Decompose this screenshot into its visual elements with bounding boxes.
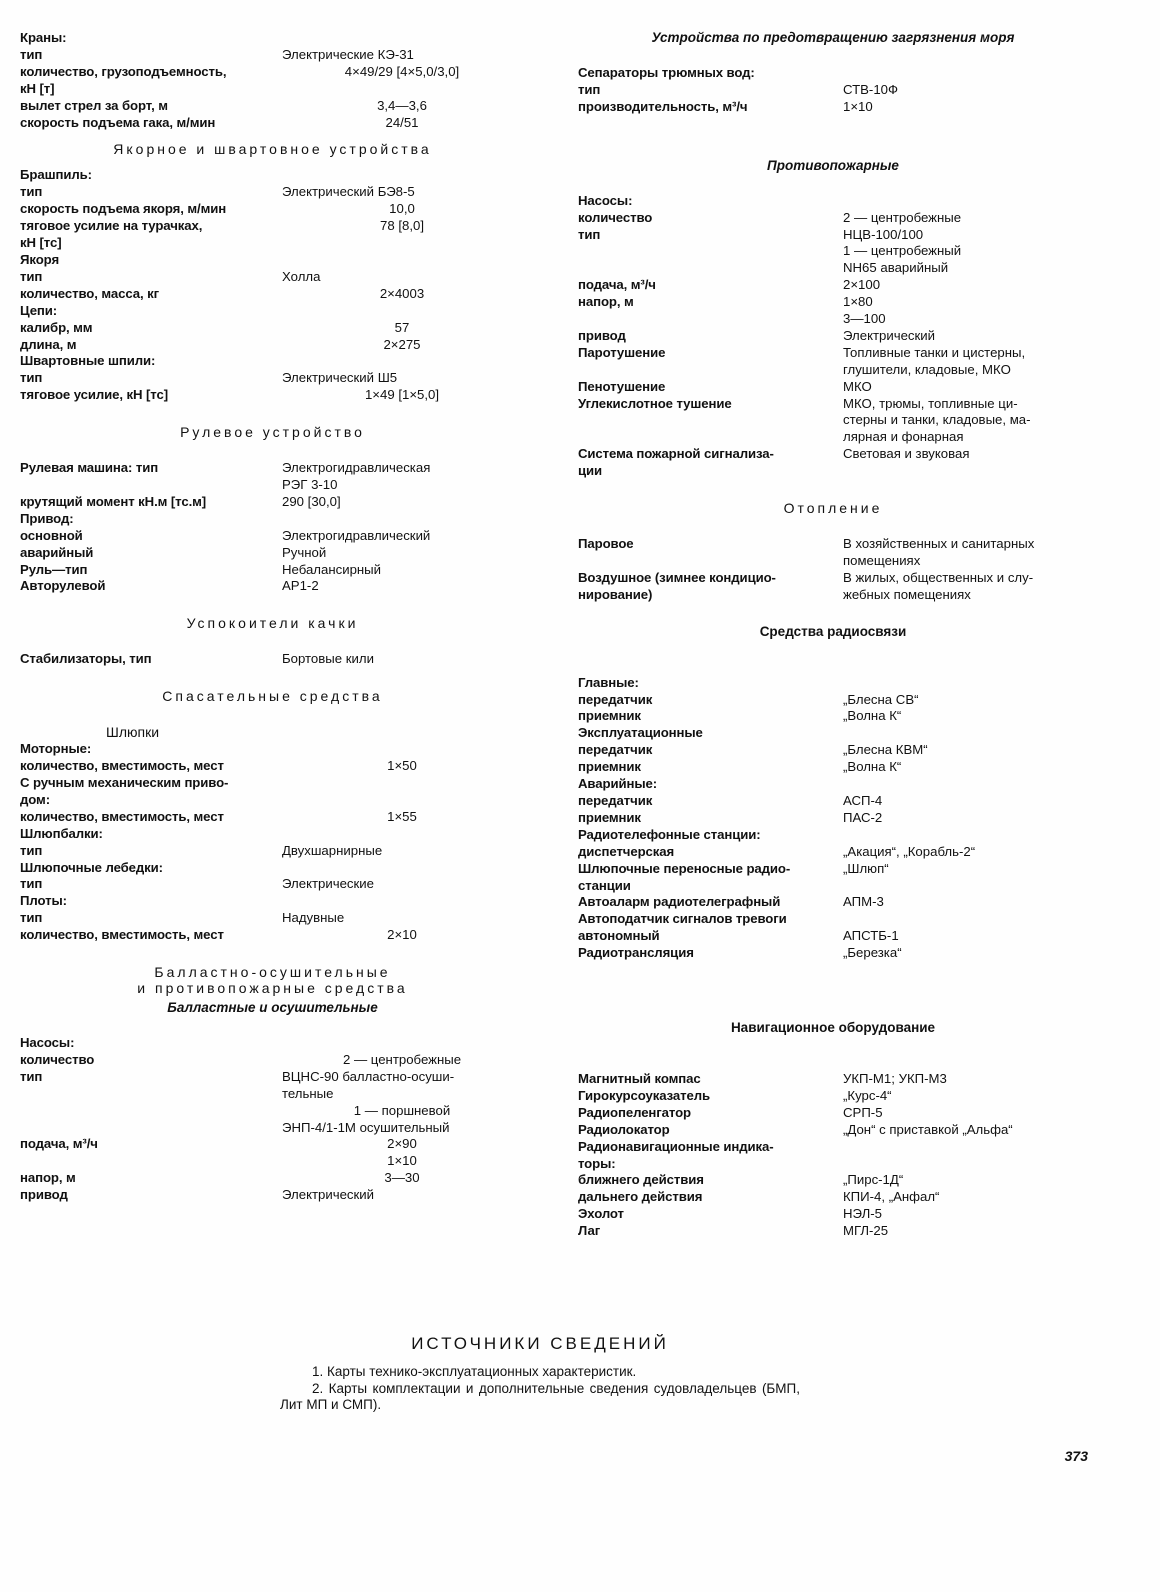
spec-label: напор, м: [20, 1170, 76, 1186]
spec-label: количество, масса, кг: [20, 285, 159, 301]
spec-label: тип: [20, 46, 43, 62]
spec-row: [20, 1103, 525, 1120]
source-item-1: 1. Карты технико-эксплуатационных характеристик.: [312, 1364, 637, 1379]
spec-label: Моторные:: [20, 741, 92, 757]
spec-value: Бортовые кили: [282, 651, 374, 667]
spec-label: Брашпиль:: [20, 167, 92, 183]
spec-label: Система пожарной сигнализа-: [578, 446, 774, 462]
spec-label: Сепараторы трюмных вод:: [578, 65, 755, 80]
spec-label: Автоаларм радиотелеграфный: [578, 894, 781, 910]
spec-label: Цепи:: [20, 302, 58, 318]
anchor-heading: Якорное и швартовное устройства: [113, 141, 432, 158]
spec-value: 290 [30,0]: [282, 493, 341, 509]
spec-row: [20, 545, 525, 562]
spec-row: [578, 396, 1088, 413]
spec-label: Радиотелефонные станции:: [578, 826, 761, 842]
right-column: [578, 30, 1088, 1240]
radio-heading: Средства радиосвязи: [759, 623, 907, 639]
spec-row: [20, 809, 525, 826]
spec-value: 1 — центробежный: [843, 243, 962, 259]
spec-row: [20, 528, 525, 545]
anchor-block: [20, 167, 525, 404]
spec-label: аварийный: [20, 544, 94, 560]
spec-value: АСП-4: [843, 792, 883, 808]
spec-label: количество, грузоподъемность,: [20, 63, 227, 79]
spec-row: [578, 692, 1088, 709]
spec-label: привод: [578, 327, 626, 343]
spec-value: 3,4—3,6: [377, 97, 427, 113]
spec-value: 1×55: [387, 808, 417, 824]
spec-row: [578, 1206, 1088, 1223]
fire-sub: Противопожарные: [767, 157, 899, 173]
spec-label: кН [т]: [20, 80, 55, 96]
spec-label: Радионавигационные индика-: [578, 1138, 774, 1154]
spec-row: [578, 675, 1088, 692]
spec-label: Стабилизаторы, тип: [20, 651, 152, 667]
spec-row: [20, 184, 525, 201]
spec-label: производительность, м³/ч: [578, 98, 748, 114]
spec-label: Шлюпбалки:: [20, 825, 103, 841]
ballast-heading-1: Балластно-осушительные: [154, 964, 391, 981]
spec-value: 2×90: [387, 1136, 417, 1152]
spec-value: 2 — центробежные: [342, 1051, 462, 1067]
spec-value: „Шлюп“: [843, 860, 889, 876]
spec-value: 1×10: [843, 98, 873, 114]
spec-row: [20, 792, 525, 809]
steering-block: [20, 460, 525, 595]
lifesaving-heading: Спасательные средства: [162, 688, 383, 705]
spec-label: Эксплуатационные: [578, 725, 703, 741]
spec-row: [578, 328, 1088, 345]
spec-row: [20, 235, 525, 252]
spec-value: „Дон“ с приставкой „Альфа“: [843, 1121, 1013, 1137]
spec-value: МГЛ-25: [843, 1223, 889, 1239]
spec-value: ПАС-2: [843, 809, 883, 825]
spec-value: „Волна К“: [843, 708, 902, 724]
roll-heading: Успокоители качки: [186, 615, 359, 632]
spec-value: „Блесна КВМ“: [843, 742, 928, 758]
spec-row: [20, 98, 525, 115]
spec-label: тип: [20, 1068, 43, 1084]
spec-row: [578, 776, 1088, 793]
spec-row: [578, 1223, 1088, 1240]
spec-value: 10,0: [389, 201, 415, 217]
spec-row: [20, 775, 525, 792]
spec-value: 3—100: [843, 311, 886, 327]
spec-row: [578, 1172, 1088, 1189]
spec-label: тип: [20, 370, 43, 386]
spec-value: 2×10: [387, 927, 417, 943]
fire-block: [578, 193, 1088, 480]
spec-row: [20, 494, 525, 511]
spec-value: „Акация“, „Корабль-2“: [843, 843, 976, 859]
spec-label: Радиопеленгатор: [578, 1104, 692, 1120]
spec-value: Электрический: [843, 327, 936, 343]
spec-label: подача, м³/ч: [578, 277, 656, 293]
spec-row: [20, 460, 525, 477]
spec-row: [578, 878, 1088, 895]
radio-block: [578, 675, 1088, 962]
steering-heading: Рулевое устройство: [180, 424, 365, 441]
spec-label: Паровое: [578, 536, 634, 552]
spec-row: [20, 252, 525, 269]
spec-label: передатчик: [578, 792, 653, 808]
spec-row: [578, 587, 1088, 604]
cranes-title: Краны:: [20, 30, 67, 45]
spec-label: тип: [20, 876, 43, 892]
spec-value: 1×80: [843, 294, 873, 310]
spec-value: КПИ-4, „Анфал“: [843, 1189, 940, 1205]
spec-row: [20, 201, 525, 218]
spec-value: жебных помещениях: [843, 586, 971, 602]
spec-label: Якоря: [20, 251, 60, 267]
spec-value: „Блесна СВ“: [843, 691, 919, 707]
spec-label: Авторулевой: [20, 578, 106, 594]
spec-row: [578, 911, 1088, 928]
spec-label: скорость подъема гака, м/мин: [20, 114, 216, 130]
heating-heading: Отопление: [783, 500, 883, 517]
spec-row: [578, 742, 1088, 759]
spec-label: тип: [20, 268, 43, 284]
spec-value: МКО: [843, 378, 872, 394]
spec-value: АПМ-3: [843, 894, 884, 910]
spec-label: тип: [20, 910, 43, 926]
spec-row: [20, 843, 525, 860]
spec-label: Гирокурсоуказатель: [578, 1087, 711, 1103]
spec-value: В хозяйственных и санитарных: [843, 536, 1035, 552]
spec-label: Насосы:: [578, 192, 633, 208]
spec-row: [20, 370, 525, 387]
spec-value: Электрический: [282, 1187, 375, 1203]
spec-value: 2×4003: [379, 285, 425, 301]
spec-label: тип: [578, 226, 601, 242]
spec-value: ЭНП-4/1-1М осушительный: [282, 1119, 450, 1135]
spec-label: Автоподатчик сигналов тревоги: [578, 911, 787, 927]
spec-label: Эхолот: [578, 1206, 624, 1222]
spec-value: Ручной: [282, 544, 327, 560]
spec-row: [578, 260, 1088, 277]
pollution-sub: Устройства по предотвращению загрязнения моря: [651, 30, 1015, 45]
spec-row: [20, 1136, 525, 1153]
spec-label: дом:: [20, 791, 50, 807]
spec-value: УКП-М1; УКП-М3: [843, 1071, 947, 1087]
lifesaving-sub: Шлюпки: [106, 724, 160, 741]
spec-row: [578, 345, 1088, 362]
spec-label: тип: [578, 81, 601, 97]
spec-value: „Курс-4“: [843, 1087, 892, 1103]
spec-row: [20, 741, 525, 758]
spec-row: [20, 511, 525, 528]
page-number: 373: [1064, 1448, 1088, 1464]
spec-value: 78 [8,0]: [380, 218, 424, 234]
spec-row: [20, 47, 525, 64]
spec-label: Шлюпочные переносные радио-: [578, 860, 791, 876]
left-column: [20, 30, 525, 1204]
spec-row: [20, 81, 525, 98]
spec-row: [578, 1105, 1088, 1122]
spec-value: Топливные танки и цистерны,: [843, 344, 1026, 360]
spec-value: АР1-2: [282, 578, 319, 594]
spec-label: Руль—тип: [20, 561, 88, 577]
spec-label: Углекислотное тушение: [578, 395, 732, 411]
spec-row: [20, 1170, 525, 1187]
nav-heading: Навигационное оборудование: [730, 1020, 936, 1036]
spec-row: [20, 1052, 525, 1069]
spec-row: [578, 759, 1088, 776]
spec-label: Пенотушение: [578, 378, 666, 394]
spec-value: МКО, трюмы, топливные ци-: [843, 395, 1018, 411]
heating-block: [578, 536, 1088, 604]
spec-row: [20, 893, 525, 910]
spec-label: нирование): [578, 586, 653, 602]
spec-value: 2×275: [383, 336, 421, 352]
spec-label: Рулевая машина: тип: [20, 460, 159, 476]
spec-value: 3—30: [384, 1170, 420, 1186]
spec-row: [578, 945, 1088, 962]
ballast-sub: Балластные и осушительные: [167, 1000, 378, 1016]
pollution-block: [578, 65, 1088, 116]
spec-row: [20, 1086, 525, 1103]
spec-row: [578, 810, 1088, 827]
spec-value: Электрогидравлический: [282, 527, 431, 543]
spec-row: [20, 1069, 525, 1086]
spec-label: приемник: [578, 708, 641, 724]
spec-row: [20, 910, 525, 927]
nav-block: [578, 1071, 1088, 1240]
spec-value: Надувные: [282, 910, 345, 926]
spec-label: Радиотрансляция: [578, 945, 694, 961]
spec-row: [578, 362, 1088, 379]
spec-value: АПСТБ-1: [843, 928, 899, 944]
spec-value: 2 — центробежные: [843, 209, 962, 225]
spec-row: [20, 167, 525, 184]
spec-row: [20, 218, 525, 235]
spec-value: 4×49/29 [4×5,0/3,0]: [344, 63, 460, 79]
spec-label: Магнитный компас: [578, 1071, 701, 1087]
spec-row: [20, 876, 525, 893]
spec-value: Электрические: [282, 876, 374, 892]
spec-label: ближнего действия: [578, 1172, 704, 1188]
spec-row: [578, 1122, 1088, 1139]
spec-value: Световая и звуковая: [843, 446, 970, 462]
spec-row: [20, 1187, 525, 1204]
spec-row: [578, 536, 1088, 553]
spec-row: [578, 227, 1088, 244]
spec-row: [578, 570, 1088, 587]
spec-row: [578, 1156, 1088, 1173]
spec-label: Аварийные:: [578, 776, 658, 792]
spec-label: количество, вместимость, мест: [20, 758, 224, 774]
spec-value: СТВ-10Ф: [843, 81, 899, 97]
spec-row: [20, 286, 525, 303]
spec-label: количество, вместимость, мест: [20, 927, 224, 943]
spec-label: Плоты:: [20, 893, 67, 909]
spec-label: автономный: [578, 928, 660, 944]
spec-label: Воздушное (зимнее кондицио-: [578, 569, 776, 585]
spec-value: 1×10: [387, 1153, 417, 1169]
spec-row: [578, 894, 1088, 911]
spec-value: НЦВ-100/100: [843, 226, 924, 242]
spec-value: 2×100: [843, 277, 881, 293]
spec-label: количество: [20, 1051, 95, 1067]
spec-value: 24/51: [385, 114, 419, 130]
spec-row: [20, 1035, 525, 1052]
spec-row: [578, 861, 1088, 878]
spec-row: [578, 708, 1088, 725]
spec-label: скорость подъема якоря, м/мин: [20, 201, 227, 217]
spec-value: лярная и фонарная: [843, 429, 964, 445]
spec-row: [578, 553, 1088, 570]
spec-value: Холла: [282, 268, 321, 284]
spec-row: [578, 99, 1088, 116]
spec-row: [578, 294, 1088, 311]
spec-value: 1×50: [387, 758, 417, 774]
spec-value: „Волна К“: [843, 759, 902, 775]
spec-row: [578, 446, 1088, 463]
spec-row: [578, 412, 1088, 429]
spec-label: вылет стрел за борт, м: [20, 97, 168, 113]
spec-label: Привод:: [20, 510, 74, 526]
spec-label: основной: [20, 527, 83, 543]
spec-label: длина, м: [20, 336, 77, 352]
spec-row: [578, 463, 1088, 480]
spec-label: станции: [578, 877, 631, 893]
spec-row: [20, 860, 525, 877]
spec-row: [578, 1071, 1088, 1088]
spec-label: передатчик: [578, 691, 653, 707]
spec-label: Главные:: [578, 674, 639, 690]
spec-row: [578, 793, 1088, 810]
spec-label: Радиолокатор: [578, 1121, 670, 1137]
spec-label: тип: [20, 842, 43, 858]
spec-label: Паротушение: [578, 344, 666, 360]
spec-label: Шлюпочные лебедки:: [20, 859, 163, 875]
spec-row: [578, 928, 1088, 945]
spec-label: передатчик: [578, 742, 653, 758]
spec-value: 57: [394, 319, 410, 335]
spec-row: [578, 243, 1088, 260]
spec-row: [578, 210, 1088, 227]
spec-row: [578, 311, 1088, 328]
spec-row: [578, 844, 1088, 861]
spec-value: В жилых, общественных и слу-: [843, 569, 1034, 585]
spec-label: количество, вместимость, мест: [20, 808, 224, 824]
spec-row: [20, 927, 525, 944]
spec-value: стерны и танки, кладовые, ма-: [843, 412, 1031, 428]
ballast-heading-2: и противопожарные средства: [137, 980, 408, 997]
spec-value: 1×49 [1×5,0]: [364, 387, 440, 403]
spec-value: тельные: [282, 1085, 334, 1101]
roll-block: [20, 651, 525, 668]
spec-row: [578, 1139, 1088, 1156]
spec-row: [578, 827, 1088, 844]
spec-value: НЭЛ-5: [843, 1206, 882, 1222]
spec-row: [20, 578, 525, 595]
spec-row: [578, 82, 1088, 99]
spec-row: [20, 64, 525, 81]
spec-label: тяговое усилие, кН [тс]: [20, 387, 168, 403]
spec-row: [20, 303, 525, 320]
spec-row: [20, 387, 525, 404]
spec-value: „Пирс-1Д“: [843, 1172, 904, 1188]
spec-row: [578, 193, 1088, 210]
spec-label: ции: [578, 463, 603, 479]
spec-row: [20, 269, 525, 286]
spec-row: [578, 379, 1088, 396]
spec-row: [578, 725, 1088, 742]
spec-row: [20, 562, 525, 579]
lifesaving-block: [20, 741, 525, 944]
spec-label: С ручным механическим приво-: [20, 774, 229, 790]
spec-row: [578, 65, 1088, 82]
spec-label: кН [тс]: [20, 235, 62, 251]
spec-label: приемник: [578, 809, 641, 825]
source-item-2: 2. Карты комплектации и дополнительные сведения судовладельцев (БМП, Лит МП и СМП).: [280, 1380, 800, 1412]
spec-value: РЭГ 3-10: [282, 477, 338, 493]
spec-row: [20, 115, 525, 132]
spec-value: Электрические КЭ-31: [282, 46, 414, 62]
spec-label: калибр, мм: [20, 319, 93, 335]
spec-label: Насосы:: [20, 1035, 75, 1051]
spec-value: СРП-5: [843, 1104, 883, 1120]
spec-row: [20, 320, 525, 337]
spec-row: [20, 651, 525, 668]
spec-label: приемник: [578, 759, 641, 775]
spec-value: „Березка“: [843, 945, 902, 961]
spec-label: Лаг: [578, 1223, 601, 1239]
spec-value: 1 — поршневой: [353, 1102, 451, 1118]
spec-row: [578, 1189, 1088, 1206]
spec-label: количество: [578, 209, 653, 225]
spec-label: привод: [20, 1187, 68, 1203]
spec-value: NН65 аварийный: [843, 260, 949, 276]
spec-value: Электрический Ш5: [282, 370, 398, 386]
spec-label: Швартовные шпили:: [20, 353, 156, 369]
spec-label: тип: [20, 184, 43, 200]
sources-section: [280, 1334, 800, 1414]
spec-label: напор, м: [578, 294, 634, 310]
spec-row: [578, 1088, 1088, 1105]
spec-label: торы:: [578, 1155, 616, 1171]
spec-row: [20, 758, 525, 775]
spec-value: Двухшарнирные: [282, 842, 383, 858]
spec-label: диспетчерская: [578, 843, 675, 859]
spec-row: [578, 277, 1088, 294]
spec-value: Электрический БЭ8-5: [282, 184, 415, 200]
spec-label: дальнего действия: [578, 1189, 703, 1205]
spec-label: крутящий момент кН.м [тс.м]: [20, 493, 207, 509]
spec-label: тяговое усилие на турачках,: [20, 218, 203, 234]
sources-title: ИСТОЧНИКИ СВЕДЕНИЙ: [411, 1334, 669, 1353]
spec-row: [20, 1153, 525, 1170]
spec-row: [578, 429, 1088, 446]
spec-row: [20, 826, 525, 843]
spec-row: [20, 337, 525, 354]
ballast-block: [20, 1035, 525, 1204]
spec-row: [20, 1120, 525, 1137]
spec-label: подача, м³/ч: [20, 1136, 98, 1152]
spec-value: Электрогидравлическая: [282, 460, 431, 476]
spec-row: [20, 477, 525, 494]
spec-value: ВЦНС-90 балластно-осуши-: [282, 1068, 455, 1084]
cranes-block: [20, 47, 525, 132]
spec-value: помещениях: [843, 552, 921, 568]
spec-value: глушители, кладовые, МКО: [843, 361, 1011, 377]
spec-value: Небалансирный: [282, 561, 382, 577]
spec-row: [20, 353, 525, 370]
